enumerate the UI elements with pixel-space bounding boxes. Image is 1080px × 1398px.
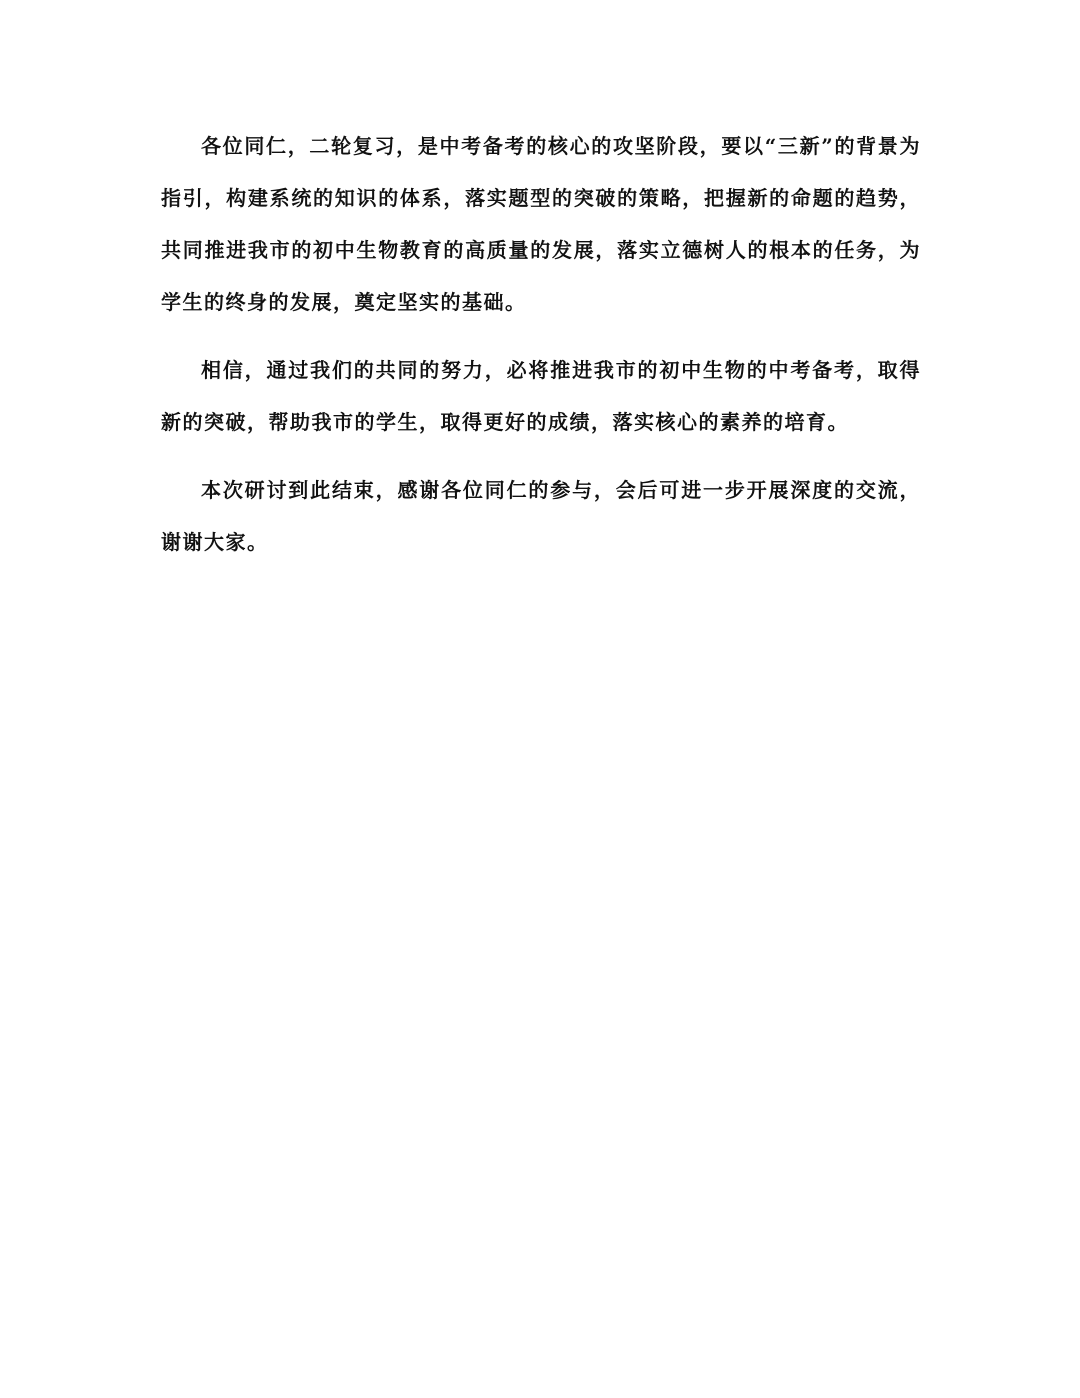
paragraph-confidence: 相信，通过我们的共同的努力，必将推进我市的初中生物的中考备考，取得新的突破，帮助我市的学生，取得更好的成绩，落实核心的素养的培育。 <box>161 358 921 434</box>
document-body <box>161 120 921 584</box>
paragraph-review-strategy: 各位同仁，二轮复习，是中考备考的核心的攻坚阶段，要以“三新”的背景为指引，构建系统的知识的体系，落实题型的突破的策略，把握新的命题的趋势，共同推进我市的初中生物教育的高质量的发展，落实立德树人的根本的任务，为学生的终身的发展，奠定坚实的基础。 <box>161 134 921 314</box>
paragraph-closing: 本次研讨到此结束，感谢各位同仁的参与，会后可进一步开展深度的交流，谢谢大家。 <box>161 478 921 554</box>
